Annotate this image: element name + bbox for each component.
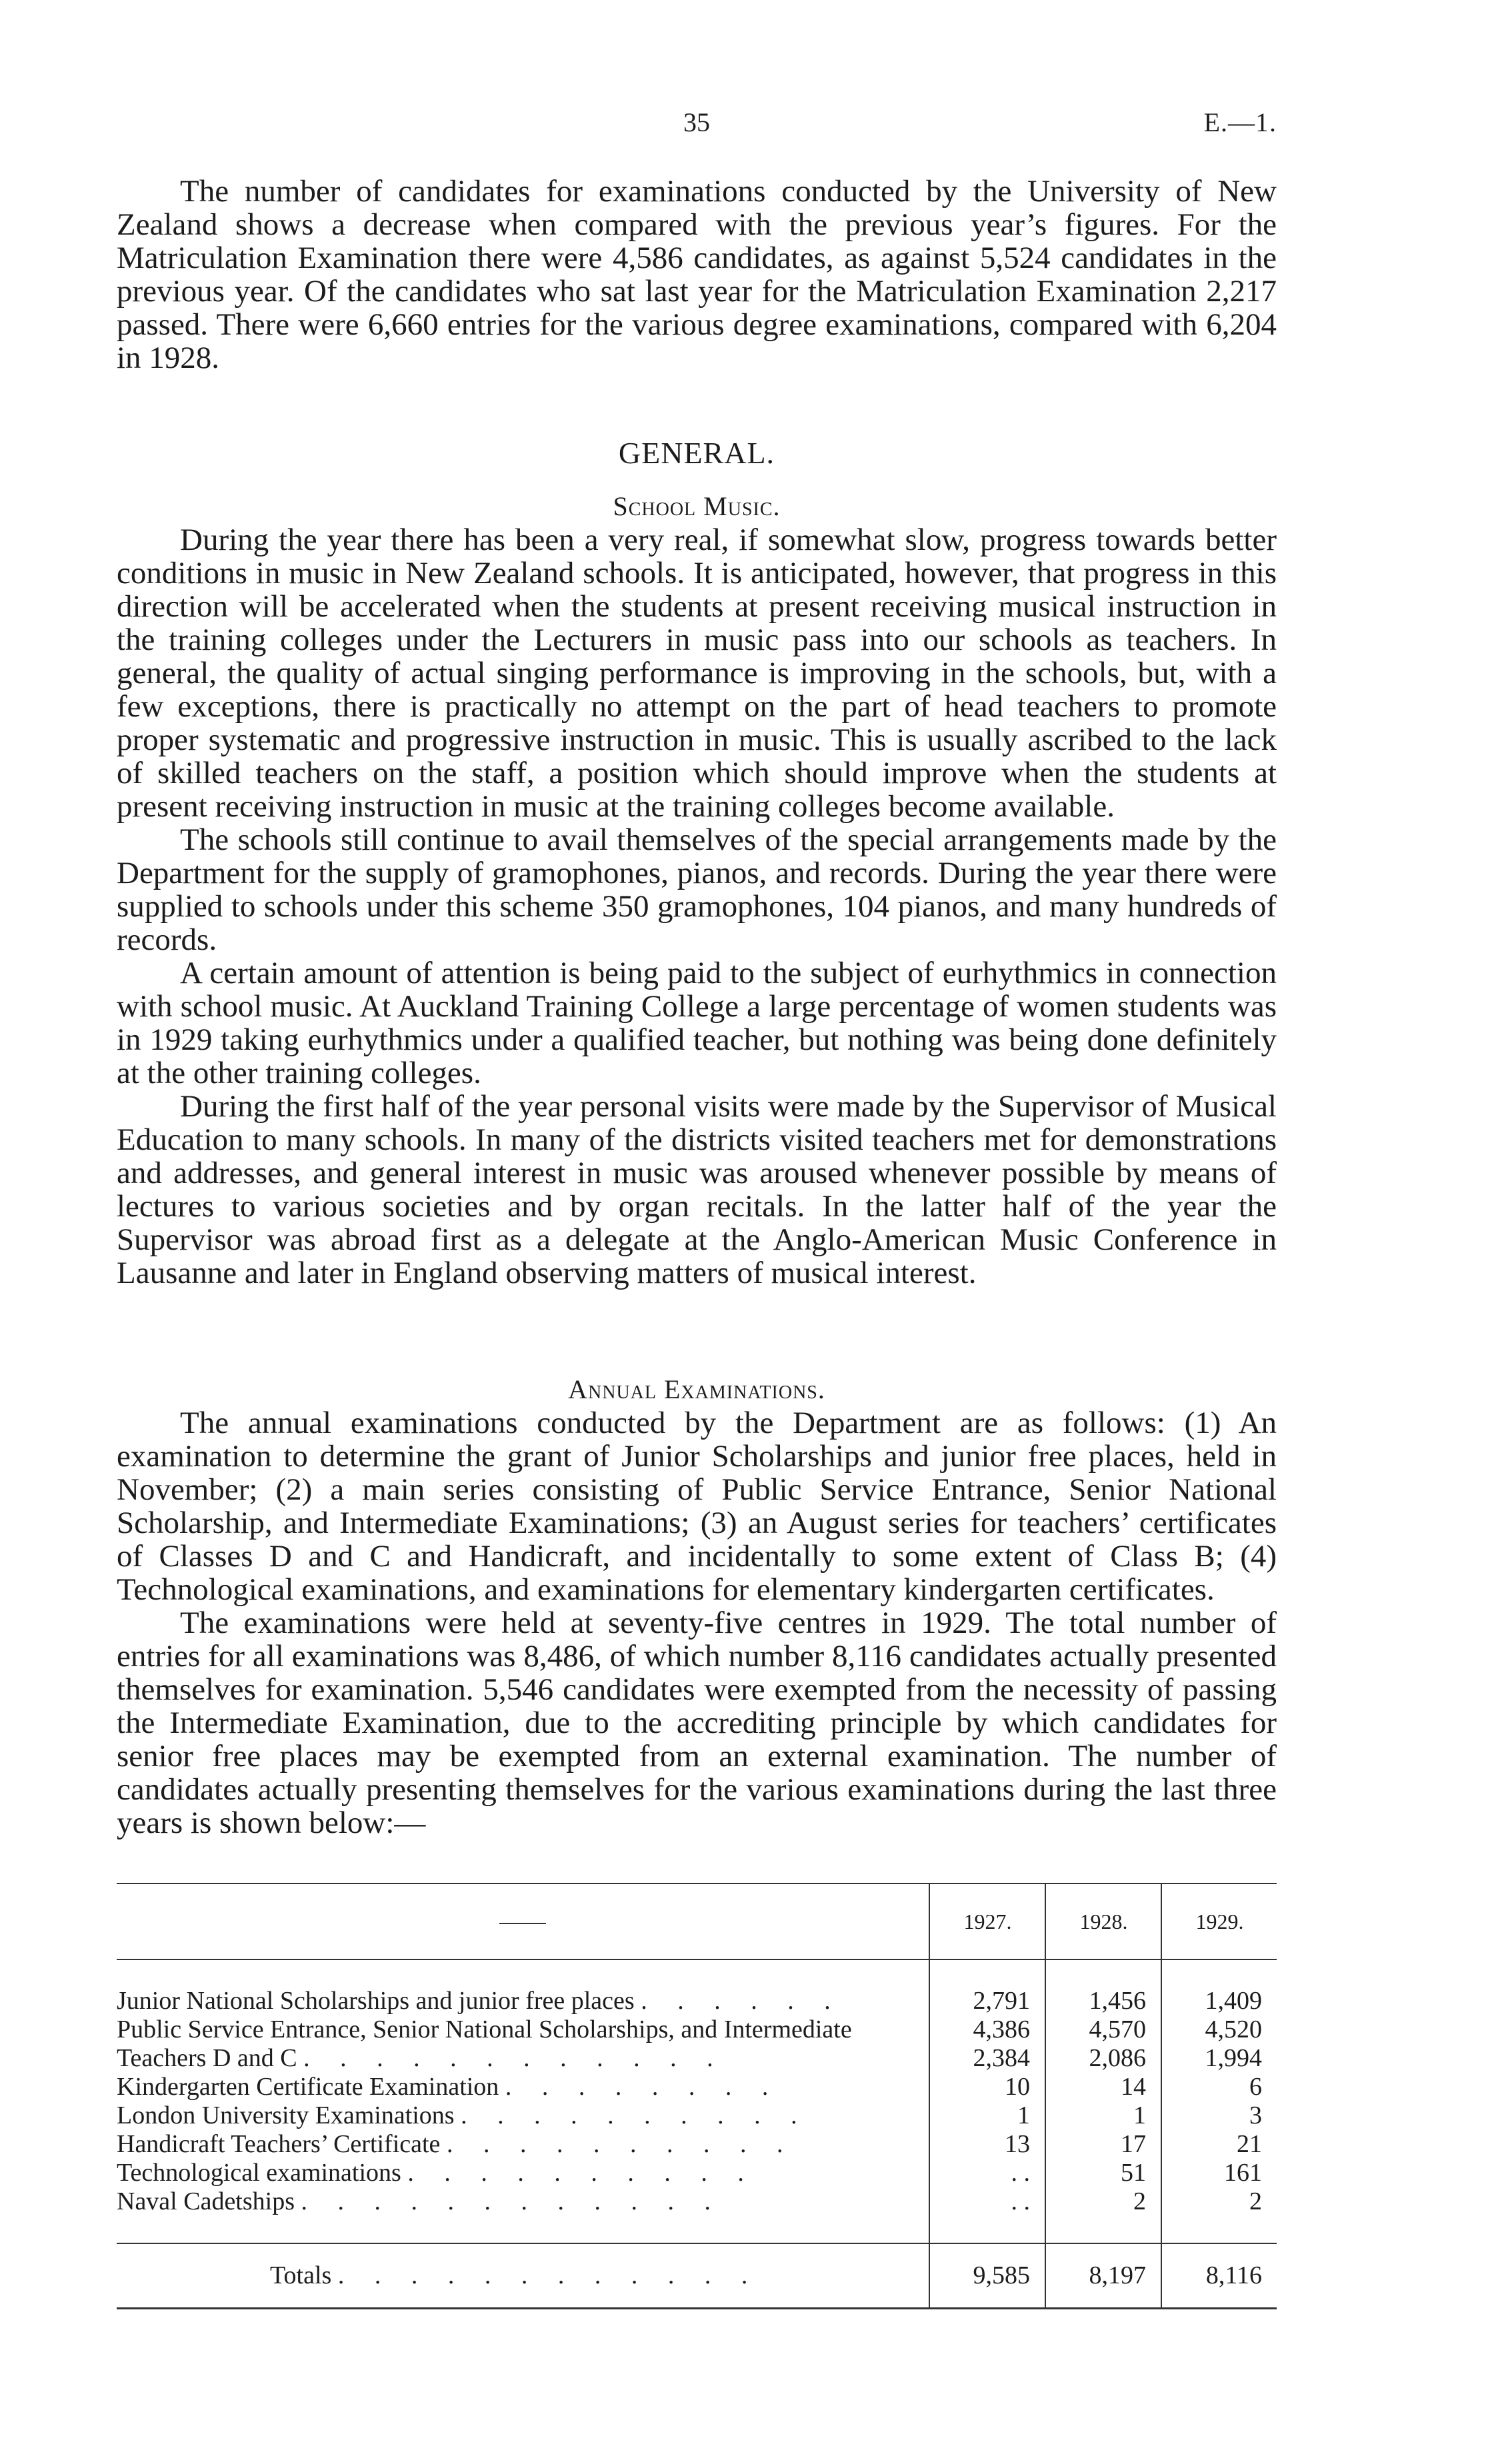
table-cell: 17 [1045,2130,1161,2159]
header-dash [117,1883,929,1959]
row-label: Public Service Entrance, Senior National Scholarships, and Intermediate [117,2015,852,2043]
leader-dots: . . . . . . . . . . [461,2101,809,2129]
table-cell: 51 [1045,2159,1161,2187]
table-row [117,2101,1277,2130]
table-cell: 4,570 [1045,2015,1161,2044]
page-header [117,107,1277,147]
table-row [117,2044,1277,2073]
table-row [117,2015,1277,2044]
row-label: Naval Cadetships [117,2187,295,2215]
leader-dots: . . . . . . . . . . [446,2130,795,2158]
table-cell: 4,386 [929,2015,1045,2044]
leader-dots: . . . . . . [641,1987,843,2015]
school-music-paragraph: During the first half of the year personal visits were made by the Supervisor of Musical Education to many schools. In many of the districts visited teachers met for demonstrations and addresses, and general interest in music was aroused whenever possible by means of lectures to various societies and by organ recitals. In the latter half of the year the Supervisor was abroad first as a delegate at the Anglo-American Music Conference in Lausanne and later in England observing matters of musical interest. [117,1089,1277,1290]
table-header-row [117,1883,1277,1959]
table-cell: 13 [929,2130,1045,2159]
examinations-table [117,1883,1277,2309]
table-cell: 1,456 [1045,1987,1161,2015]
table-cell: 3 [1161,2101,1277,2130]
table-cell: 14 [1045,2073,1161,2101]
table-cell: 1 [1045,2101,1161,2130]
row-label: Technological examinations [117,2159,401,2187]
total-cell: 9,585 [929,2243,1045,2309]
table-row [117,2130,1277,2159]
table-cell: 161 [1161,2159,1277,2187]
intro-section [117,175,1277,375]
totals-label: Totals [270,2261,332,2289]
table-cell: 2,086 [1045,2044,1161,2073]
school-music-heading: School Music. [613,491,781,521]
annual-examinations-heading: Annual Examinations. [568,1374,825,1404]
annual-examinations-paragraph: The examinations were held at seventy-five centres in 1929. The total number of entries for all examinations was 8,486, of which number 8,116 candidates actually presented themselves for examination. 5,546 candidates were exempted from the necessity of passing the Intermediate Examination, due to the accrediting principle by which candidates for senior free places may be exempted from an external examination. The number of candidates actually presenting themselves for the various examinations during the last three years is shown below:— [117,1606,1277,1840]
table-cell: 2 [1045,2187,1161,2216]
totals-row [117,2243,1277,2309]
table-row [117,2159,1277,2187]
column-header: 1927. [929,1883,1045,1959]
table-row [117,1987,1277,2015]
table-row [117,2187,1277,2216]
leader-dots: . . . . . . . . . . . . [303,2044,725,2072]
table-cell: . . [929,2159,1045,2187]
leader-dots: . . . . . . . . . . . . [337,2261,760,2289]
intro-paragraph: The number of candidates for examinations conducted by the University of New Zealand shows a decrease when compared with the previous year’s figures. For the Matriculation Examination there were 4,586 candidates, as against 5,524 candidates in the previous year. Of the candidates who sat last year for the Matriculation Examination 2,217 passed. There were 6,660 entries for the various degree examinations, compared with 6,204 in 1928. [117,174,1277,375]
table-row [117,2073,1277,2101]
section-heading-general: GENERAL. [618,436,775,470]
row-label: Handicraft Teachers’ Certificate [117,2130,441,2158]
table-cell: . . [929,2187,1045,2216]
school-music-paragraph: The schools still continue to avail themselves of the special arrangements made by the Department for the supply of gramophones, pianos, and records. During the year there were supplied to schools under this scheme 350 gramophones, 104 pianos, and many hundreds of records. [117,822,1277,957]
total-cell: 8,116 [1161,2243,1277,2309]
column-header: 1928. [1045,1883,1161,1959]
table-cell: 2 [1161,2187,1277,2216]
table-cell: 1 [929,2101,1045,2130]
table-cell: 4,520 [1161,2015,1277,2044]
table-cell: 1,994 [1161,2044,1277,2073]
table-cell: 10 [929,2073,1045,2101]
leader-dots: . . . . . . . . . . [407,2159,756,2187]
table-cell: 2,384 [929,2044,1045,2073]
column-header: 1929. [1161,1883,1277,1959]
school-music-paragraph: During the year there has been a very real, if somewhat slow, progress towards better conditions in music in New Zealand schools. It is anticipated, however, that progress in this direction will be accelerated when the students at present receiving musical instruction in the training colleges under the Lecturers in music pass into our schools as teachers. In general, the quality of actual singing performance is improving in the schools, but, with a few exceptions, there is practically no attempt on the part of head teachers to promote proper systematic and progressive instruction in music. This is usually ascribed to the lack of skilled teachers on the staff, a position which should improve when the students at present receiving instruction in music at the training colleges become available. [117,523,1277,824]
school-music-section [117,490,1277,1290]
annual-examinations-section [117,1373,1277,1840]
table-cell: 6 [1161,2073,1277,2101]
row-label: Kindergarten Certificate Examination [117,2073,499,2101]
total-cell: 8,197 [1045,2243,1161,2309]
row-label: Teachers D and C [117,2044,297,2072]
document-reference: E.—1. [1203,107,1277,137]
row-label: Junior National Scholarships and junior free places [117,1987,635,2015]
leader-dots: . . . . . . . . [505,2073,781,2101]
general-section [117,437,1277,470]
table-cell: 21 [1161,2130,1277,2159]
page-number: 35 [683,107,710,137]
leader-dots: . . . . . . . . . . . . [301,2187,723,2215]
row-label: London University Examinations [117,2101,455,2129]
table-cell: 1,409 [1161,1987,1277,2015]
school-music-paragraph: A certain amount of attention is being paid to the subject of eurhythmics in connection with school music. At Auckland Training College a large percentage of women students was in 1929 taking eurhythmics under a qualified teacher, but nothing was being done definitely at the other training colleges. [117,956,1277,1090]
annual-examinations-paragraph: The annual examinations conducted by the Department are as follows: (1) An examination to determine the grant of Junior Scholarships and junior free places, held in November; (2) a main series consisting of Public Service Entrance, Senior National Scholarship, and Intermediate Examinations; (3) an August series for teachers’ certificates of Classes D and C and Handicraft, and incidentally to some extent of Class B; (4) Technological examinations, and examinations for elementary kindergarten certificates. [117,1406,1277,1607]
table-cell: 2,791 [929,1987,1045,2015]
